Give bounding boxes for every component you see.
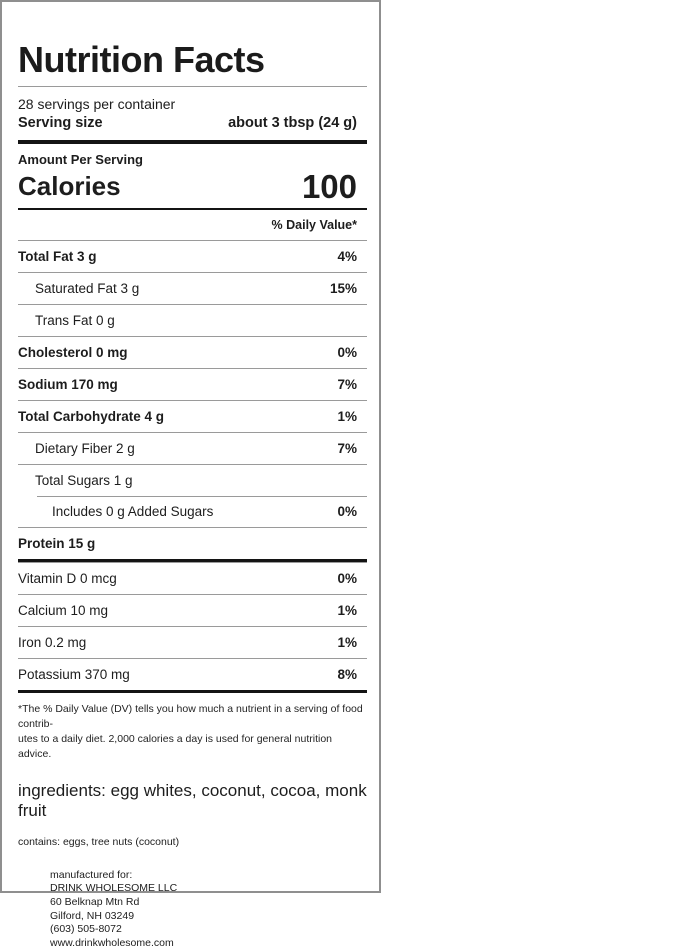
nutrient-row-sodium: Sodium 170 mg 7% xyxy=(18,368,367,400)
divider xyxy=(18,86,367,87)
footnote-line-2: utes to a daily diet. 2,000 calories a day is used for general nutrition advice. xyxy=(18,733,333,761)
label-title: Nutrition Facts xyxy=(18,39,265,80)
nutrient-row-total-carbohydrate: Total Carbohydrate 4 g 1% xyxy=(18,400,367,432)
calories-row xyxy=(18,168,367,206)
nutrient-row-protein: Protein 15 g xyxy=(18,527,367,559)
serving-size-label: Serving size xyxy=(18,114,103,131)
ingredients-text: ingredients: egg whites, coconut, cocoa, monk fruit xyxy=(18,780,367,820)
footnote-line-1: *The % Daily Value (DV) tells you how much a nutrient in a serving of food contrib- xyxy=(18,702,363,731)
nutrient-row-cholesterol: Cholesterol 0 mg 0% xyxy=(18,336,367,368)
manufactured-for-label: manufactured for: xyxy=(50,868,133,881)
manufacturer-city-state-zip: Gilford, NH 03249 xyxy=(50,909,135,922)
nutrient-row-dietary-fiber: Dietary Fiber 2 g 7% xyxy=(18,432,367,464)
allergen-contains-text: contains: eggs, tree nuts (coconut) xyxy=(18,835,180,848)
manufacturer-name: DRINK WHOLESOME LLC xyxy=(50,882,178,895)
daily-value-footnote xyxy=(18,702,367,763)
calories-label: Calories xyxy=(18,170,121,201)
nutrient-row-saturated-fat: Saturated Fat 3 g 15% xyxy=(18,272,367,304)
serving-size-value: about 3 tbsp (24 g) xyxy=(228,114,357,131)
nutrient-rows xyxy=(18,240,367,559)
vitamin-row-vitamin-d: Vitamin D 0 mcg 0% xyxy=(18,570,357,586)
manufacturer-phone: (603) 505-8072 xyxy=(50,923,122,936)
serving-size-row xyxy=(18,115,367,131)
manufacturer-street: 60 Belknap Mtn Rd xyxy=(50,895,140,908)
amount-per-serving-label: Amount Per Serving xyxy=(18,151,143,167)
vitamin-row-calcium: Calcium 10 mg 1% xyxy=(18,594,367,626)
vitamin-row-iron: Iron 0.2 mg 1% xyxy=(18,626,367,658)
vitamin-row-potassium: Potassium 370 mg 8% xyxy=(18,658,367,690)
nutrient-row-total-sugars: Total Sugars 1 g xyxy=(18,464,367,496)
nutrient-row-total-fat: Total Fat 3 g 4% xyxy=(18,248,357,264)
vitamin-rows xyxy=(18,562,367,690)
manufacturer-block xyxy=(50,869,367,951)
thick-divider xyxy=(18,690,367,693)
nutrient-row-added-sugars: Includes 0 g Added Sugars 0% xyxy=(18,496,367,527)
thick-divider xyxy=(18,140,367,144)
manufacturer-website: www.drinkwholesome.com xyxy=(50,936,174,949)
calories-value: 100 xyxy=(301,168,357,206)
daily-value-header: % Daily Value* xyxy=(271,217,357,232)
servings-per-container: 28 servings per container xyxy=(18,95,176,112)
nutrient-row-trans-fat: Trans Fat 0 g xyxy=(18,304,367,336)
